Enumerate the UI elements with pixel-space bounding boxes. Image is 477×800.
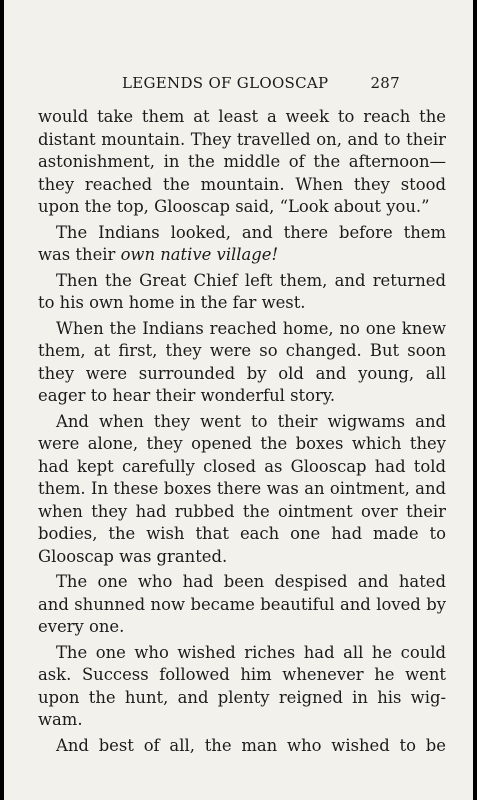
body-text xyxy=(38,106,446,760)
paragraph: When the Indians reached home, no one knew them, at first, they were so changed. But soon they were surrounded by old and young, all eager to hear their wonderful story. xyxy=(38,318,446,405)
emphasized-text: own native village! xyxy=(120,245,279,264)
book-page xyxy=(4,0,473,800)
paragraph: And best of all, the man who wished to be xyxy=(56,735,446,755)
paragraph xyxy=(38,222,446,267)
paragraph-text: The Indians looked, and there before them was their xyxy=(38,222,446,264)
paragraph: The one who wished riches had all he could ask. Success followed him whenever he went upon the hunt, and plenty reigned in his wigwam. xyxy=(38,642,446,729)
page-number: 287 xyxy=(370,74,400,92)
paragraph: Then the Great Chief left them, and returned to his own home in the far west. xyxy=(38,270,446,312)
running-head-title: LEGENDS OF GLOOSCAP xyxy=(122,74,329,92)
paragraph: would take them at least a week to reach the distant mountain. They travelled on, and to their astonishment, in the middle of the afternoon—they reached the mountain. When they stood upon the top, Glooscap said, “Look about you.” xyxy=(38,107,446,216)
paragraph: The one who had been despised and hated and shunned now became beautiful and loved by every one. xyxy=(38,572,446,636)
running-head xyxy=(4,72,473,94)
paragraph: And when they went to their wigwams and were alone, they opened the boxes which they had kept carefully closed as Glooscap had told them. In these boxes there was an ointment, and when they had rubbed the ointment over their bodies, the wish that each one had made to Glooscap was granted. xyxy=(38,411,446,566)
